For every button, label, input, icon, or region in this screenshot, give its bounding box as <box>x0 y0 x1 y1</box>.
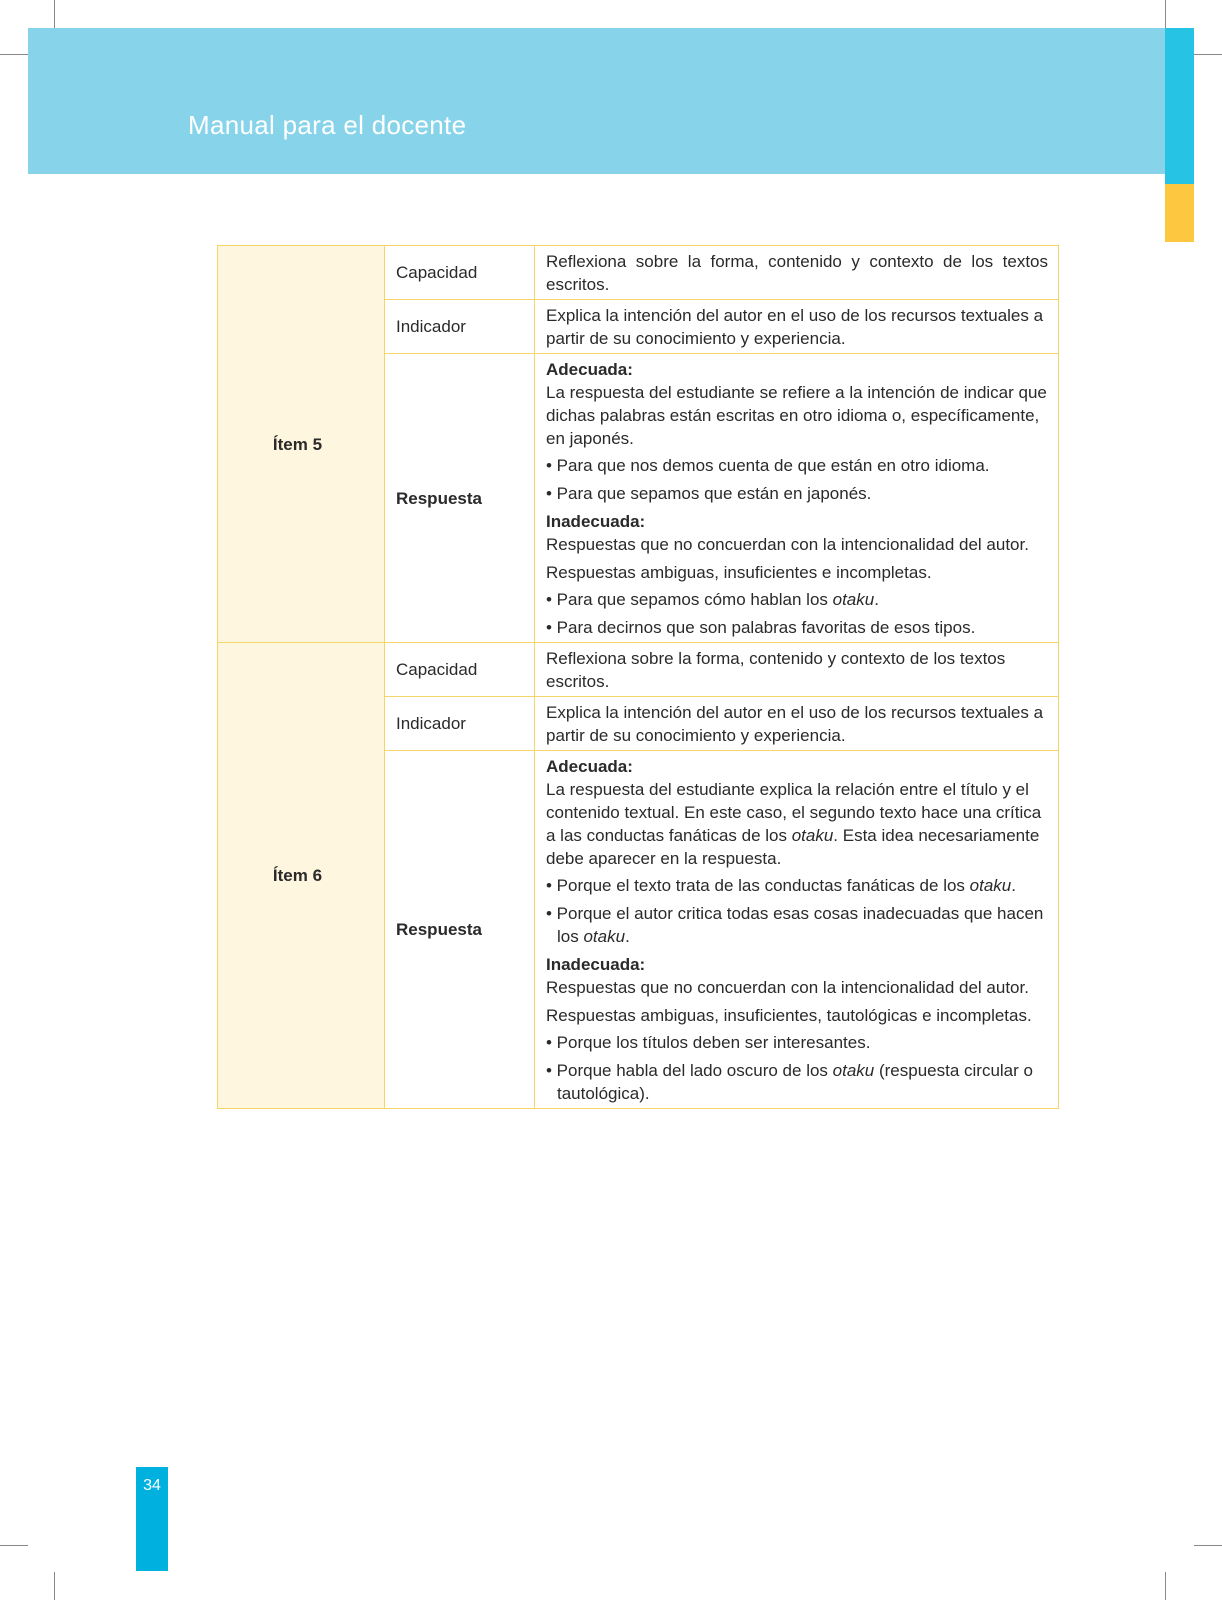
respuesta-label: Respuesta <box>385 354 535 643</box>
adecuada-heading: Adecuada: <box>546 757 633 776</box>
capacidad-label: Capacidad <box>385 643 535 697</box>
inadecuada-heading: Inadecuada: <box>546 512 646 531</box>
list-item-text: • Porque habla del lado oscuro de los <box>546 1061 833 1080</box>
list-item <box>546 588 1048 611</box>
list-item-emphasis: otaku <box>583 927 626 946</box>
respuesta-label: Respuesta <box>385 751 535 1109</box>
crop-mark <box>54 0 55 28</box>
crop-mark <box>1194 1545 1222 1546</box>
list-item-text: (respuesta circular o tautológica). <box>557 1061 1033 1103</box>
table-row <box>218 246 1059 300</box>
list-item: • Para que sepamos que están en japonés. <box>546 484 872 503</box>
crop-mark <box>54 1572 55 1600</box>
side-tab-yellow <box>1165 184 1194 242</box>
list-item-text: • Porque el autor critica todas esas cosas inadecuadas que hacen los <box>546 904 1044 946</box>
list-item-emphasis: otaku <box>969 876 1012 895</box>
crop-mark <box>0 1545 28 1546</box>
inadecuada-text: Respuestas que no concuerdan con la intencionalidad del autor. <box>546 535 1029 554</box>
list-item-text: . <box>1011 876 1016 895</box>
respuesta-content <box>535 354 1059 643</box>
page-title: Manual para el docente <box>188 110 467 140</box>
rubric-table <box>217 245 1059 1109</box>
list-item-text: • Porque los títulos deben ser interesantes. <box>546 1033 871 1052</box>
list-item <box>546 902 1048 948</box>
list-item <box>546 874 1048 897</box>
header-band <box>28 28 1165 174</box>
adecuada-text: La respuesta del estudiante se refiere a la intención de indicar que dichas palabras están escritas en otro idioma o, específicamente, en japonés. <box>546 383 1047 448</box>
inadecuada-heading: Inadecuada: <box>546 955 646 974</box>
inadecuada-text: Respuestas ambiguas, insuficientes e incompletas. <box>546 563 932 582</box>
side-tab-blue <box>1165 28 1194 184</box>
list-item-emphasis: otaku <box>832 1061 875 1080</box>
indicador-text: Explica la intención del autor en el uso de los recursos textuales a partir de su conocimiento y experiencia. <box>535 697 1059 751</box>
list-item <box>546 1031 1048 1054</box>
page-number: 34 <box>143 1477 161 1494</box>
capacidad-text: Reflexiona sobre la forma, contenido y contexto de los textos escritos. <box>535 246 1059 300</box>
indicador-text: Explica la intención del autor en el uso de los recursos textuales a partir de su conocimiento y experiencia. <box>535 300 1059 354</box>
list-item-text: • Porque el texto trata de las conductas fanáticas de los <box>546 876 970 895</box>
crop-mark <box>0 54 28 55</box>
table-row <box>218 643 1059 697</box>
list-item: • Para que nos demos cuenta de que están en otro idioma. <box>546 456 990 475</box>
list-item-emphasis: otaku <box>832 590 875 609</box>
respuesta-content <box>535 751 1059 1109</box>
adecuada-text-part: La respuesta del estudiante explica la relación entre el título y el contenido textual. En este caso, el segundo texto hace una crítica a las conductas fanáticas de los <box>546 780 1042 845</box>
inadecuada-text: Respuestas que no concuerdan con la intencionalidad del autor. <box>546 978 1029 997</box>
crop-mark <box>1165 0 1166 28</box>
item-label: Ítem 6 <box>218 643 385 1109</box>
list-item <box>546 1059 1048 1105</box>
list-item-text: • Para que sepamos cómo hablan los <box>546 590 833 609</box>
adecuada-text <box>546 778 1048 870</box>
capacidad-text: Reflexiona sobre la forma, contenido y contexto de los textos escritos. <box>535 643 1059 697</box>
crop-mark <box>1194 54 1222 55</box>
indicador-label: Indicador <box>385 697 535 751</box>
adecuada-text-emphasis: otaku <box>791 826 834 845</box>
list-item-text: • Para decirnos que son palabras favoritas de esos tipos. <box>546 618 976 637</box>
list-item-text: . <box>625 927 630 946</box>
adecuada-text-part: . Esta idea necesariamente debe aparecer en la respuesta. <box>546 826 1040 868</box>
indicador-label: Indicador <box>385 300 535 354</box>
list-item <box>546 616 1048 639</box>
item-label: Ítem 5 <box>218 246 385 643</box>
list-item-text: . <box>874 590 879 609</box>
capacidad-label: Capacidad <box>385 246 535 300</box>
adecuada-heading: Adecuada: <box>546 360 633 379</box>
inadecuada-text: Respuestas ambiguas, insuficientes, tautológicas e incompletas. <box>546 1006 1032 1025</box>
crop-mark <box>1165 1572 1166 1600</box>
